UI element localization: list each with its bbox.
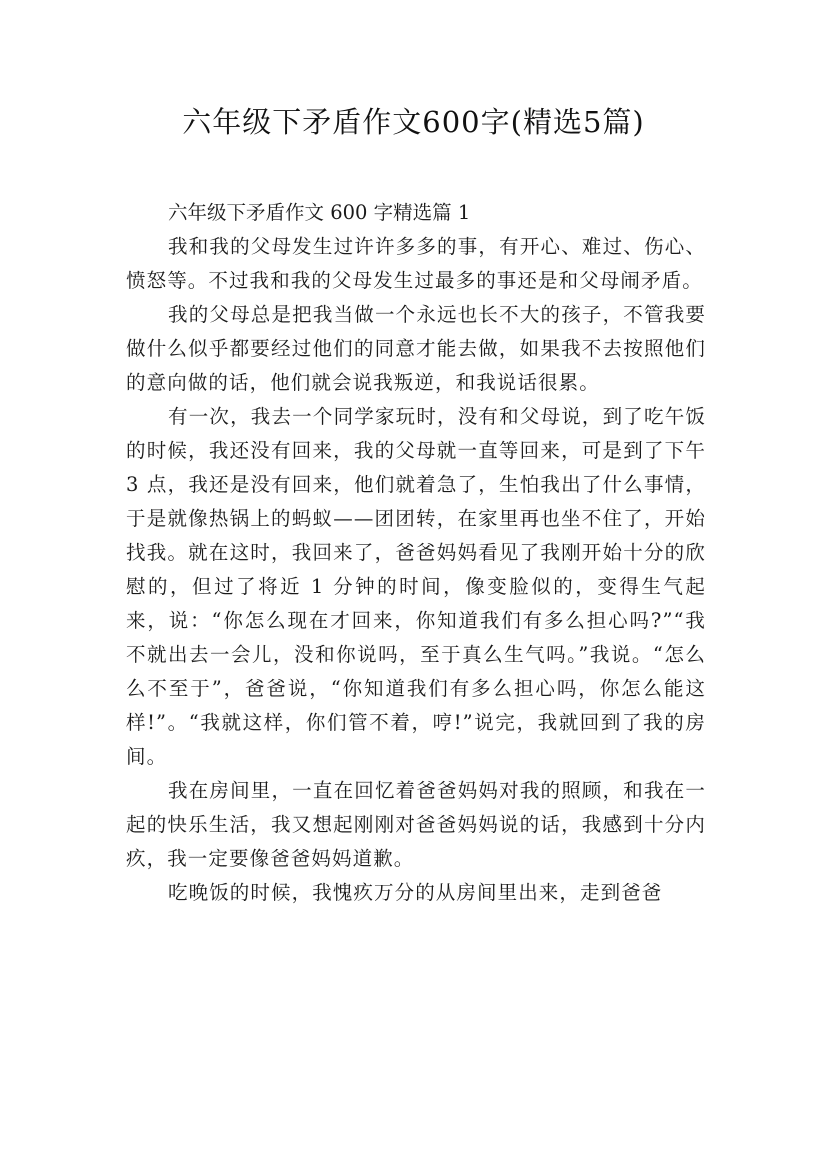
paragraph: 吃晚饭的时候，我愧疚万分的从房间里出来，走到爸爸 bbox=[168, 881, 663, 904]
paragraph: 有一次，我去一个同学家玩时，没有和父母说，到了吃午饭的时候，我还没有回来，我的父母就一直等回来，可是到了下午 3 点，我还是没有回来，他们就着急了，生怕我出了什么事情，于是就像热锅上的蚂蚁——团团转，在家里再也坐不住了，开始找我。就在这时，我回来了，爸爸妈妈看见了我刚开始十分的欣慰的，但过了将近 1 分钟的时间，像变脸似的，变得生气起来，说：“你怎么现在才回来，你知道我们有多么担心吗?”“我不就出去一会儿，没和你说吗，至于真么生气吗。”我说。“怎么么不至于”，爸爸说，“你知道我们有多么担心吗，你怎么能这样!”。“我就这样，你们管不着，哼!”说完，我就回到了我的房间。 bbox=[126, 405, 706, 768]
paragraph: 我和我的父母发生过许许多多的事，有开心、难过、伤心、愤怒等。不过我和我的父母发生过最多的事还是和父母闹矛盾。 bbox=[126, 235, 706, 292]
section-heading: 六年级下矛盾作文 600 字精选篇 1 bbox=[168, 201, 471, 224]
document-title: 六年级下矛盾作文600字(精选5篇) bbox=[182, 105, 645, 139]
paragraph: 我的父母总是把我当做一个永远也长不大的孩子，不管我要做什么似乎都要经过他们的同意才能去做，如果我不去按照他们的意向做的话，他们就会说我叛逆，和我说话很累。 bbox=[126, 303, 706, 394]
paragraph: 我在房间里，一直在回忆着爸爸妈妈对我的照顾，和我在一起的快乐生活，我又想起刚刚对爸爸妈妈说的话，我感到十分内疚，我一定要像爸爸妈妈道歉。 bbox=[126, 779, 706, 870]
document-body bbox=[126, 196, 706, 910]
